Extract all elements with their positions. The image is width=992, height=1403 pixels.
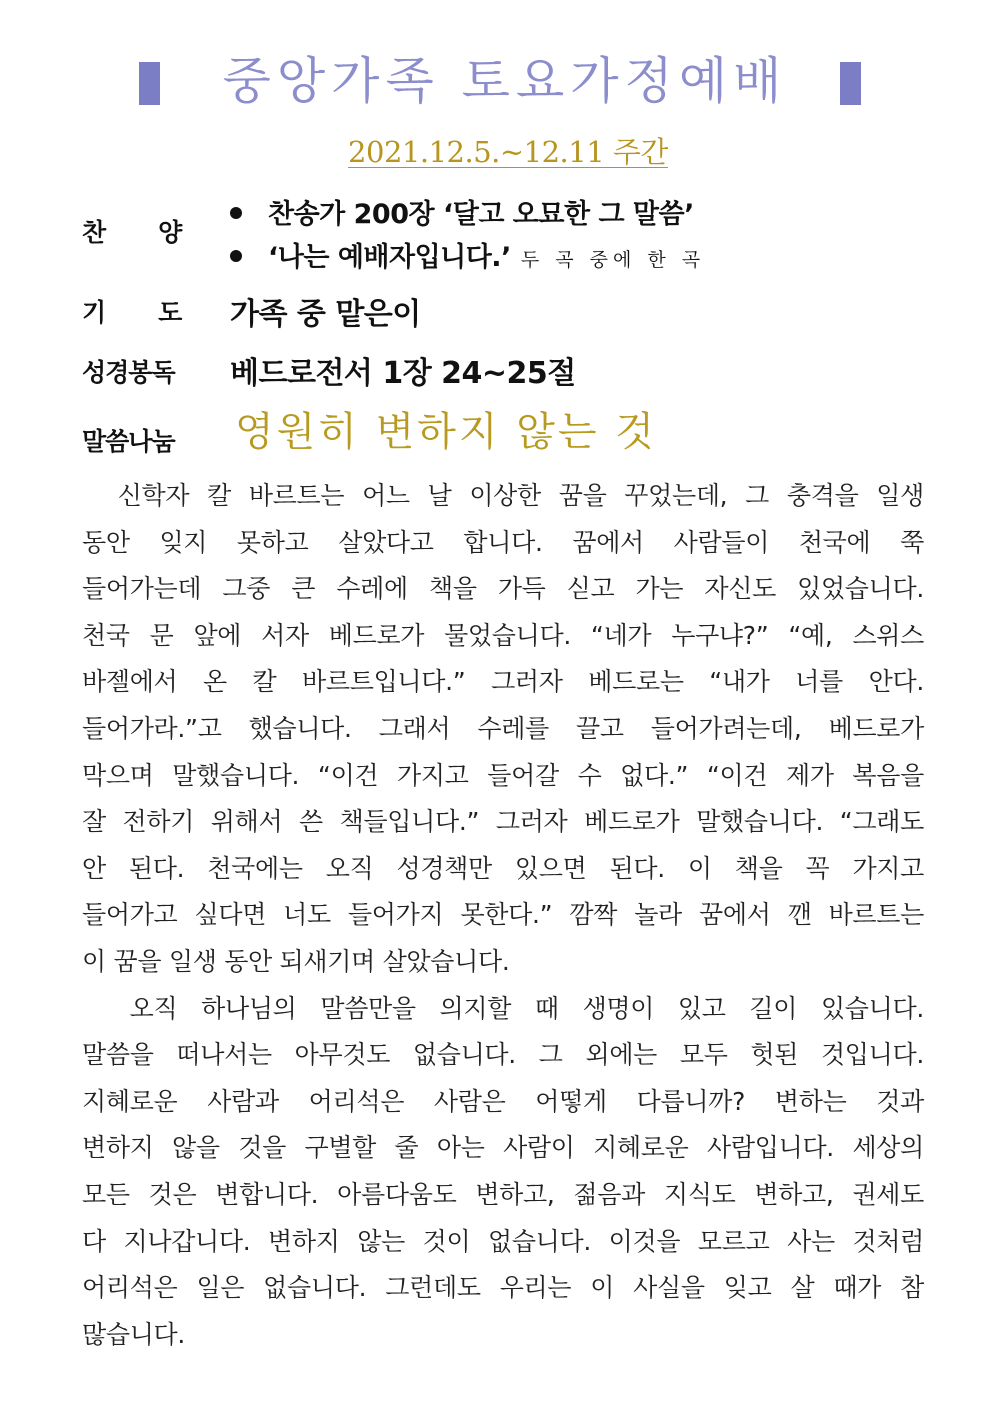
hymn-label-char-1: 찬 bbox=[82, 218, 107, 247]
sermon-label: 말씀나눔 bbox=[82, 427, 175, 456]
body-line: 바젤에서 온 칼 바르트입니다.” 그러자 베드로는 “내가 너를 안다. bbox=[82, 667, 924, 697]
hymn-item-2 bbox=[230, 235, 705, 274]
hymn-item-2-text: ‘나는 예배자입니다.’ bbox=[268, 242, 511, 273]
hymn-label-char-2: 양 bbox=[158, 218, 183, 247]
reading-label: 성경봉독 bbox=[82, 358, 175, 387]
body-line: 들어가는데 그중 큰 수레에 책을 가득 싣고 가는 자신도 있었습니다. bbox=[82, 574, 924, 604]
prayer-value: 가족 중 맡은이 bbox=[230, 297, 421, 332]
bullet-icon bbox=[230, 207, 242, 219]
body-line: 들어가고 싶다면 너도 들어가지 못한다.” 깜짝 놀라 꿈에서 깬 바르트는 bbox=[82, 900, 924, 930]
prayer-label bbox=[82, 293, 182, 329]
body-line: 이 꿈을 일생 동안 되새기며 살았습니다. bbox=[82, 947, 510, 976]
hymn-label bbox=[82, 213, 182, 249]
page-title: 중앙가족 토요가정예배 bbox=[222, 52, 788, 110]
prayer-label-char-2: 도 bbox=[158, 298, 183, 327]
body-line: 많습니다. bbox=[82, 1319, 186, 1349]
body-line: 변하지 않을 것을 구별할 줄 아는 사람이 지혜로운 사람입니다. 세상의 bbox=[82, 1133, 924, 1163]
bullet-icon bbox=[230, 250, 242, 262]
prayer-label-char-1: 기 bbox=[82, 298, 107, 327]
body-line: 동안 잊지 못하고 살았다고 합니다. 꿈에서 사람들이 천국에 쭉 bbox=[82, 527, 924, 557]
body-line: 어리석은 일은 없습니다. 그런데도 우리는 이 사실을 잊고 살 때가 참 bbox=[82, 1273, 924, 1303]
body-line: 잘 전하기 위해서 쓴 책들입니다.” 그러자 베드로가 말했습니다. “그래도 bbox=[82, 807, 924, 837]
body-line: 막으며 말했습니다. “이건 가지고 들어갈 수 없다.” “이건 제가 복음을 bbox=[82, 760, 924, 790]
title-bar-right bbox=[840, 62, 861, 105]
title-bar-left bbox=[139, 62, 160, 105]
body-line: 다 지나갑니다. 변하지 않는 것이 없습니다. 이것을 모르고 사는 것처럼 bbox=[82, 1226, 924, 1256]
body-line: 천국 문 앞에 서자 베드로가 물었습니다. “네가 누구냐?” “예, 스위스 bbox=[82, 620, 924, 650]
body-line: 오직 하나님의 말씀만을 의지할 때 생명이 있고 길이 있습니다. bbox=[82, 993, 924, 1023]
reading-value: 베드로전서 1장 24~25절 bbox=[230, 356, 576, 391]
body-line: 들어가라.”고 했습니다. 그래서 수레를 끌고 들어가려는데, 베드로가 bbox=[82, 714, 924, 743]
body-line: 말씀을 떠나서는 아무것도 없습니다. 그 외에는 모두 헛된 것입니다. bbox=[82, 1040, 924, 1070]
body-line: 지혜로운 사람과 어리석은 사람은 어떻게 다릅니까? 변하는 것과 bbox=[82, 1086, 924, 1116]
body-line: 안 된다. 천국에는 오직 성경책만 있으면 된다. 이 책을 꼭 가지고 bbox=[82, 853, 924, 883]
hymn-item-1-text: 찬송가 200장 ‘달고 오묘한 그 말씀’ bbox=[268, 199, 694, 230]
body-line: 모든 것은 변합니다. 아름다움도 변하고, 젊음과 지식도 변하고, 권세도 bbox=[82, 1180, 924, 1209]
hymn-item-2-note: 두 곡 중에 한 곡 bbox=[520, 249, 706, 271]
body-line: 신학자 칼 바르트는 어느 날 이상한 꿈을 꾸었는데, 그 충격을 일생 bbox=[82, 481, 924, 510]
date-range: 2021.12.5.~12.11 주간 bbox=[348, 135, 668, 169]
sermon-title: 영원히 변하지 않는 것 bbox=[235, 409, 657, 455]
title-row bbox=[0, 44, 992, 118]
hymn-item-1 bbox=[230, 192, 694, 231]
